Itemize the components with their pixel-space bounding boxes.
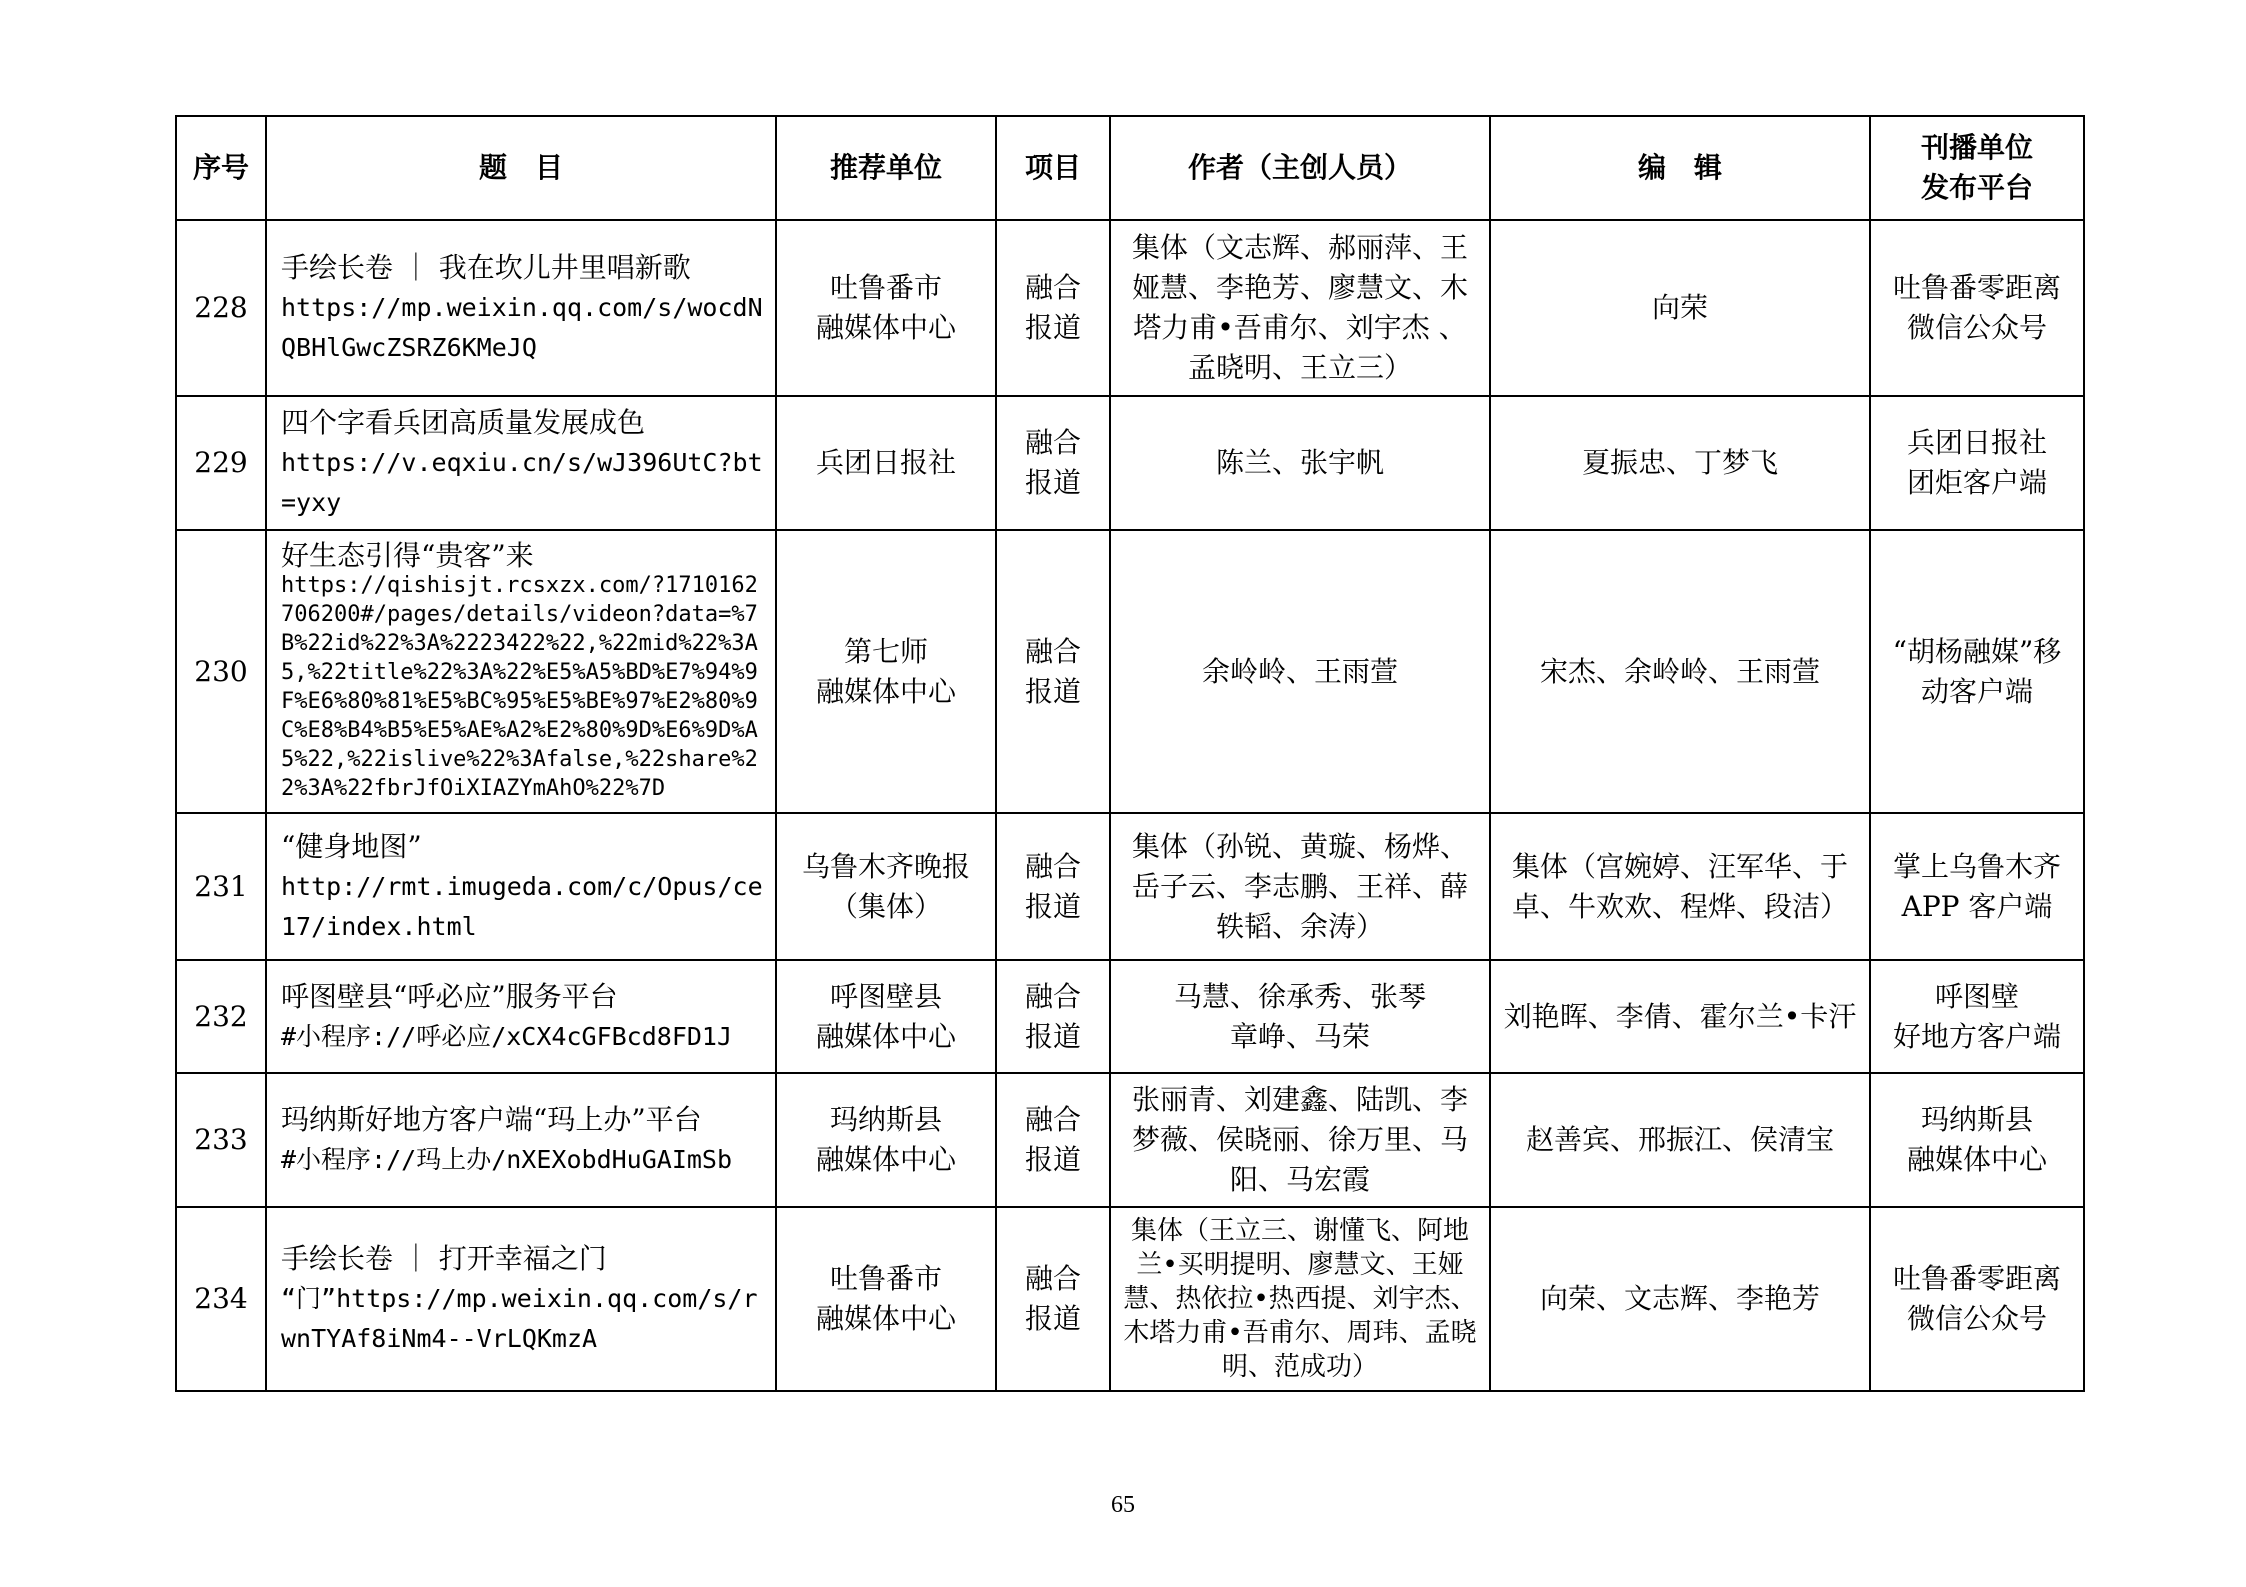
row-publisher: 掌上乌鲁木齐 APP 客户端 <box>1870 813 2084 960</box>
row-author: 集体（王立三、谢懂飞、阿地兰•买明提明、廖慧文、王娅慧、热依拉•热西提、刘宇杰、木塔力甫•吾甫尔、周玮、孟晓明、范成功） <box>1110 1207 1490 1391</box>
row-publisher: 吐鲁番零距离微信公众号 <box>1870 1207 2084 1391</box>
header-author: 作者（主创人员） <box>1110 116 1490 220</box>
page-number: 65 <box>1111 1492 1135 1518</box>
row-editor: 刘艳晖、李倩、霍尔兰•卡汗 <box>1490 960 1870 1073</box>
header-index: 序号 <box>176 116 266 220</box>
header-editor: 编 辑 <box>1490 116 1870 220</box>
table-row <box>176 1073 2084 1207</box>
row-recommender: 兵团日报社 <box>776 396 996 530</box>
row-url[interactable]: https://qishisjt.rcsxzx.com/?1710162706200#/pages/details/videon?data=%7B%22id%22%3A%2223422%22,%22mid%22%3A5,%22title%22%3A%22%E5%A5%BD%E7%94%9F%E6%80%81%E5%BC%95%E5%BE%97%E2%80%9C%E8%B4%B5%E5%AE%A2%E2%80%9D%E6%9D%A5%22,%22islive%22%3Afalse,%22share%22%3A%22fbrJfOiXIAZYmAhO%22%7D <box>281 572 758 801</box>
row-editor: 宋杰、余岭岭、王雨萱 <box>1490 530 1870 813</box>
row-title: 好生态引得“贵客”来 <box>281 538 534 572</box>
row-index: 234 <box>176 1207 266 1391</box>
row-title: 手绘长卷 ｜ 打开幸福之门 <box>281 1242 607 1275</box>
row-editor: 夏振忠、丁梦飞 <box>1490 396 1870 530</box>
row-item: 融合 报道 <box>996 813 1110 960</box>
table-row <box>176 220 2084 396</box>
row-title-cell <box>266 220 776 396</box>
row-author: 余岭岭、王雨萱 <box>1110 530 1490 813</box>
row-author: 张丽青、刘建鑫、陆凯、李梦薇、侯晓丽、徐万里、马阳、马宏霞 <box>1110 1073 1490 1207</box>
row-title-cell <box>266 813 776 960</box>
row-author: 陈兰、张宇帆 <box>1110 396 1490 530</box>
row-item: 融合 报道 <box>996 220 1110 396</box>
row-editor: 赵善宾、邢振江、侯清宝 <box>1490 1073 1870 1207</box>
row-publisher: “胡杨融媒”移动客户端 <box>1870 530 2084 813</box>
row-title: “健身地图” <box>281 829 422 863</box>
row-url[interactable]: “门”https://mp.weixin.qq.com/s/rwnTYAf8iNm4--VrLQKmzA <box>281 1284 758 1353</box>
row-recommender: 吐鲁番市 融媒体中心 <box>776 1207 996 1391</box>
table-row <box>176 1207 2084 1391</box>
row-item: 融合 报道 <box>996 396 1110 530</box>
row-recommender: 吐鲁番市 融媒体中心 <box>776 220 996 396</box>
row-title-cell <box>266 396 776 530</box>
table-row <box>176 813 2084 960</box>
header-title: 题 目 <box>266 116 776 220</box>
row-url[interactable]: https://v.eqxiu.cn/s/wJ396UtC?bt=yxy <box>281 448 763 517</box>
row-publisher: 兵团日报社 团炬客户端 <box>1870 396 2084 530</box>
row-url[interactable]: #小程序://玛上办/nXEXobdHuGAImSb <box>281 1145 733 1174</box>
row-index: 233 <box>176 1073 266 1207</box>
row-author: 马慧、徐承秀、张琴 章峥、马荣 <box>1110 960 1490 1073</box>
row-item: 融合 报道 <box>996 1073 1110 1207</box>
row-title-cell <box>266 1073 776 1207</box>
row-publisher: 玛纳斯县 融媒体中心 <box>1870 1073 2084 1207</box>
row-item: 融合 报道 <box>996 1207 1110 1391</box>
header-item: 项目 <box>996 116 1110 220</box>
row-recommender: 呼图壁县 融媒体中心 <box>776 960 996 1073</box>
row-publisher: 吐鲁番零距离微信公众号 <box>1870 220 2084 396</box>
row-item: 融合 报道 <box>996 530 1110 813</box>
header-row <box>176 116 2084 220</box>
row-index: 229 <box>176 396 266 530</box>
table-row <box>176 396 2084 530</box>
row-title: 四个字看兵团高质量发展成色 <box>281 406 646 439</box>
row-url[interactable]: #小程序://呼必应/xCX4cGFBcd8FD1J <box>281 1021 733 1051</box>
header-recommender: 推荐单位 <box>776 116 996 220</box>
row-url[interactable]: https://mp.weixin.qq.com/s/wocdNQBHlGwcZSRZ6KMeJQ <box>281 293 763 362</box>
row-title-cell <box>266 1207 776 1391</box>
award-table <box>175 115 2085 1392</box>
row-title: 手绘长卷 ｜ 我在坎儿井里唱新歌 <box>281 251 691 284</box>
row-title-cell <box>266 960 776 1073</box>
table-row <box>176 960 2084 1073</box>
row-recommender: 第七师 融媒体中心 <box>776 530 996 813</box>
row-editor: 集体（宫婉婷、汪军华、于卓、牛欢欢、程烨、段洁） <box>1490 813 1870 960</box>
row-index: 230 <box>176 530 266 813</box>
table-row <box>176 530 2084 813</box>
row-index: 231 <box>176 813 266 960</box>
row-index: 232 <box>176 960 266 1073</box>
row-title: 呼图壁县“呼必应”服务平台 <box>281 979 618 1013</box>
row-author: 集体（文志辉、郝丽萍、王娅慧、李艳芳、廖慧文、木塔力甫•吾甫尔、刘宇杰 、孟晓明、王立三） <box>1110 220 1490 396</box>
row-recommender: 乌鲁木齐晚报 （集体） <box>776 813 996 960</box>
row-index: 228 <box>176 220 266 396</box>
header-publisher: 刊播单位 发布平台 <box>1870 116 2084 220</box>
row-editor: 向荣、文志辉、李艳芳 <box>1490 1207 1870 1391</box>
row-publisher: 呼图壁 好地方客户端 <box>1870 960 2084 1073</box>
row-recommender: 玛纳斯县 融媒体中心 <box>776 1073 996 1207</box>
row-editor: 向荣 <box>1490 220 1870 396</box>
row-title: 玛纳斯好地方客户端“玛上办”平台 <box>281 1103 702 1136</box>
row-url[interactable]: http://rmt.imugeda.com/c/Opus/ce17/index.html <box>281 871 763 941</box>
row-item: 融合 报道 <box>996 960 1110 1073</box>
row-author: 集体（孙锐、黄璇、杨烨、岳子云、李志鹏、王祥、薛轶韬、余涛） <box>1110 813 1490 960</box>
row-title-cell <box>266 530 776 813</box>
